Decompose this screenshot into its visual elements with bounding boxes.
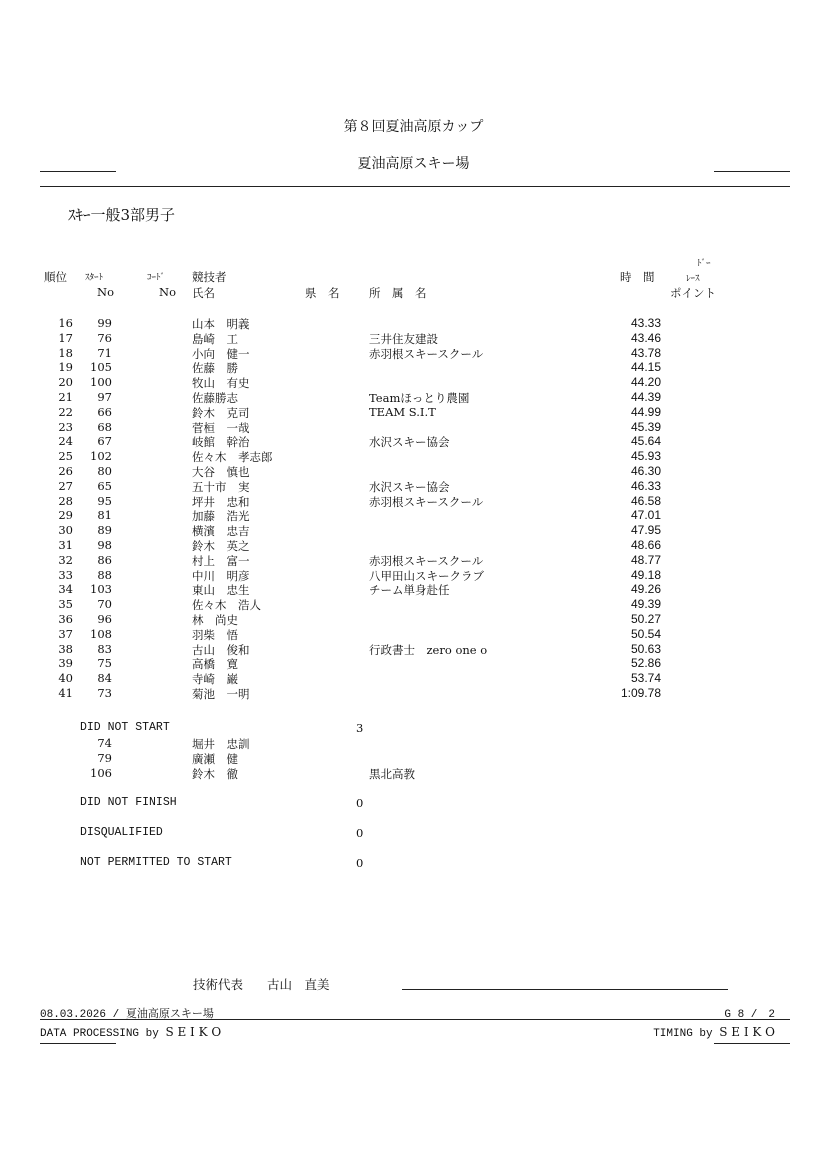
club-cell: 黒北高教: [369, 766, 415, 781]
table-row: [0, 405, 827, 420]
name-cell: 横濱 忠吉: [192, 524, 250, 539]
time-cell: 47.95: [630, 523, 661, 538]
name-cell: 寺崎 巌: [192, 672, 238, 687]
name-cell: 中川 明彦: [192, 568, 250, 583]
rank-cell: 37: [58, 626, 73, 641]
time-cell: 46.58: [630, 493, 661, 508]
table-row: [0, 538, 827, 553]
data-processing-label: DATA PROCESSING by: [40, 1028, 159, 1040]
time-cell: 50.54: [630, 626, 661, 641]
bib-cell: 99: [97, 316, 112, 330]
table-row: [0, 582, 827, 597]
rank-cell: 28: [58, 493, 73, 508]
time-cell: 47.01: [630, 508, 661, 523]
footer-rule-right: [714, 1043, 790, 1044]
club-cell: 八甲田山スキークラブ: [369, 568, 484, 583]
bib-cell: 105: [90, 360, 112, 375]
name-cell: 林 尚史: [192, 613, 238, 627]
name-cell: 堀井 忠訓: [192, 737, 250, 751]
time-cell: 43.78: [630, 345, 661, 360]
col-code-top: ｺｰﾄﾞ: [147, 273, 166, 283]
name-cell: 佐藤 勝: [192, 361, 238, 376]
table-row: [0, 642, 827, 657]
name-cell: 佐々木 孝志郎: [192, 450, 273, 465]
name-cell: 島崎 工: [192, 331, 238, 346]
time-cell: 49.39: [630, 597, 661, 612]
time-cell: 43.46: [630, 330, 661, 345]
venue-name: 夏油高原スキー場: [357, 156, 470, 172]
bib-cell: 108: [90, 626, 112, 641]
rank-cell: 34: [58, 582, 73, 597]
bib-cell: 86: [97, 552, 112, 567]
rank-cell: 33: [58, 567, 73, 582]
club-cell: 水沢スキー協会: [369, 479, 450, 494]
col-club: 所 属 名: [369, 286, 427, 300]
rank-cell: 32: [58, 552, 73, 567]
signature-line: [402, 989, 728, 990]
category-title: ｽｷｰ一般3部男子: [68, 206, 176, 224]
rank-cell: 35: [58, 597, 73, 612]
bib-cell: 89: [97, 523, 112, 538]
footer-rule-left: [40, 1043, 116, 1044]
nps-count: 0: [356, 856, 364, 870]
name-cell: 加藤 浩光: [192, 509, 250, 524]
timing-label: TIMING by: [653, 1028, 713, 1040]
rank-cell: 36: [58, 612, 73, 626]
rank-cell: 20: [58, 375, 73, 390]
col-prefecture: 県 名: [305, 286, 340, 300]
name-cell: 佐々木 浩人: [192, 598, 261, 613]
col-competitor-top: 競技者: [192, 270, 227, 284]
rank-cell: 26: [58, 464, 73, 478]
table-row: [0, 523, 827, 538]
time-cell: 45.64: [630, 434, 661, 449]
bib-cell: 68: [97, 419, 112, 434]
bib-cell: 83: [97, 641, 112, 656]
table-row: [0, 686, 827, 701]
name-cell: 鈴木 英之: [192, 539, 250, 553]
name-cell: 菅桓 一哉: [192, 420, 250, 435]
rank-cell: 22: [58, 404, 73, 419]
time-cell: 43.33: [630, 316, 661, 330]
club-cell: Teamほっとり農園: [369, 391, 470, 405]
dns-row: [0, 766, 827, 781]
col-points-bottom: ポイント: [670, 286, 716, 300]
dns-count: 3: [356, 721, 364, 735]
col-points-top: ﾄﾞｰ: [697, 259, 711, 269]
col-start-top: ｽﾀｰﾄ: [85, 273, 104, 283]
time-cell: 44.99: [630, 404, 661, 419]
table-row: [0, 434, 827, 449]
rank-cell: 23: [58, 419, 73, 434]
rank-cell: 18: [58, 345, 73, 360]
bib-cell: 96: [97, 612, 112, 626]
rank-cell: 17: [58, 330, 73, 345]
table-row: [0, 316, 827, 331]
bib-cell: 100: [90, 375, 112, 390]
date-venue: 08.03.2026 / 夏油高原スキー場: [40, 1009, 214, 1021]
bib-cell: 66: [97, 404, 112, 419]
table-row: [0, 597, 827, 612]
dnf-count: 0: [356, 796, 364, 810]
rank-cell: 31: [58, 538, 73, 552]
name-cell: 大谷 慎也: [192, 465, 250, 479]
footer-rule-full: [40, 1019, 790, 1020]
bib-cell: 71: [97, 345, 112, 360]
club-cell: 赤羽根スキースクール: [369, 553, 484, 568]
club-cell: チーム単身赴任: [369, 583, 450, 598]
name-cell: 牧山 有史: [192, 376, 250, 391]
bib-cell: 76: [97, 330, 112, 345]
name-cell: 鈴木 克司: [192, 405, 250, 420]
club-cell: 赤羽根スキースクール: [369, 346, 484, 361]
name-cell: 古山 俊和: [192, 642, 250, 657]
dns-row: [0, 751, 827, 766]
bib-cell: 65: [97, 478, 112, 493]
bib-cell: 67: [97, 434, 112, 449]
table-row: [0, 508, 827, 523]
time-cell: 45.93: [630, 449, 661, 464]
table-row: [0, 360, 827, 375]
header-rule-full: [40, 186, 790, 187]
time-cell: 50.63: [630, 641, 661, 656]
dsq-label: DISQUALIFIED: [80, 826, 163, 839]
name-cell: 廣瀬 健: [192, 751, 238, 766]
timing: [653, 1025, 775, 1040]
time-cell: 48.66: [630, 538, 661, 552]
name-cell: 山本 明義: [192, 317, 250, 331]
name-cell: 村上 富一: [192, 553, 250, 568]
rank-cell: 38: [58, 641, 73, 656]
rank-cell: 39: [58, 656, 73, 671]
dns-label: DID NOT START: [80, 721, 170, 734]
rank-cell: 27: [58, 478, 73, 493]
bib-cell: 103: [90, 582, 112, 597]
rank-cell: 40: [58, 671, 73, 686]
rank-cell: 16: [58, 316, 73, 330]
name-cell: 坪井 忠和: [192, 494, 250, 509]
dns-row: [0, 736, 827, 751]
bib-cell: 70: [97, 597, 112, 612]
time-cell: 45.39: [630, 419, 661, 434]
time-cell: 50.27: [630, 612, 661, 626]
table-row: [0, 449, 827, 464]
rank-cell: 19: [58, 360, 73, 375]
table-row: [0, 568, 827, 583]
bib-cell: 74: [97, 736, 112, 750]
bib-cell: 97: [97, 390, 112, 404]
rank-cell: 24: [58, 434, 73, 449]
time-cell: 46.30: [630, 464, 661, 478]
table-row: [0, 464, 827, 479]
rank-cell: 25: [58, 449, 73, 464]
delegate-label: 技術代表: [193, 977, 244, 992]
time-cell: 46.33: [630, 478, 661, 493]
name-cell: 菊池 一明: [192, 687, 250, 701]
dsq-count: 0: [356, 826, 364, 840]
bib-cell: 106: [90, 765, 112, 780]
club-cell: 行政書士 zero one o: [369, 642, 488, 657]
event-title: 第８回夏油高原カップ: [343, 119, 484, 135]
name-cell: 岐館 幹治: [192, 435, 250, 450]
bib-cell: 98: [97, 538, 112, 552]
bib-cell: 88: [97, 567, 112, 582]
club-cell: 赤羽根スキースクール: [369, 494, 484, 509]
name-cell: 羽柴 悟: [192, 627, 238, 642]
bib-cell: 81: [97, 508, 112, 523]
name-cell: 五十市 実: [192, 479, 250, 494]
bib-cell: 73: [97, 686, 112, 700]
time-cell: 1:09.78: [620, 686, 661, 700]
bib-cell: 79: [97, 750, 112, 765]
name-cell: 東山 忠生: [192, 583, 250, 598]
col-start-bottom: No: [97, 285, 114, 299]
bib-cell: 75: [97, 656, 112, 671]
bib-cell: 95: [97, 493, 112, 508]
rank-cell: 21: [58, 390, 73, 404]
time-cell: 44.20: [630, 375, 661, 390]
name-cell: 鈴木 徹: [192, 766, 238, 781]
table-row: [0, 346, 827, 361]
time-cell: 49.26: [630, 582, 661, 597]
page-number: G 8 / 2: [724, 1009, 775, 1021]
club-cell: 水沢スキー協会: [369, 435, 450, 450]
name-cell: 佐藤勝志: [192, 391, 238, 405]
data-processing-brand: S E I K O: [165, 1025, 222, 1039]
name-cell: 高橋 寛: [192, 657, 238, 672]
time-cell: 49.18: [630, 567, 661, 582]
bib-cell: 84: [97, 671, 112, 686]
dnf-label: DID NOT FINISH: [80, 796, 177, 809]
rank-cell: 41: [58, 686, 73, 700]
table-row: [0, 627, 827, 642]
time-cell: 44.15: [630, 360, 661, 375]
time-cell: 53.74: [630, 671, 661, 686]
timing-brand: S E I K O: [719, 1025, 775, 1039]
time-cell: 44.39: [630, 390, 661, 404]
club-cell: 三井住友建設: [369, 331, 438, 346]
time-cell: 52.86: [630, 656, 661, 671]
table-row: [0, 331, 827, 346]
rank-cell: 30: [58, 523, 73, 538]
table-row: [0, 494, 827, 509]
table-row: [0, 671, 827, 686]
col-competitor-bottom: 氏名: [192, 286, 215, 300]
table-row: [0, 420, 827, 435]
time-cell: 48.77: [630, 552, 661, 567]
table-row: [0, 479, 827, 494]
data-processing: [40, 1025, 221, 1040]
header-rule-right: [714, 171, 790, 172]
rank-cell: 29: [58, 508, 73, 523]
name-cell: 小向 健一: [192, 346, 250, 361]
col-points-mid: ﾚｰｽ: [686, 274, 700, 284]
table-row: [0, 390, 827, 405]
club-cell: TEAM S.I.T: [369, 404, 436, 419]
col-time: 時 間: [620, 270, 655, 284]
header-rule-left: [40, 171, 116, 172]
col-rank: 順位: [44, 270, 67, 284]
table-row: [0, 656, 827, 671]
bib-cell: 80: [97, 464, 112, 478]
table-row: [0, 612, 827, 627]
table-row: [0, 553, 827, 568]
bib-cell: 102: [90, 449, 112, 464]
nps-label: NOT PERMITTED TO START: [80, 856, 232, 869]
delegate-name: 古山 直美: [267, 977, 330, 992]
table-row: [0, 375, 827, 390]
col-code-bottom: No: [159, 285, 176, 299]
